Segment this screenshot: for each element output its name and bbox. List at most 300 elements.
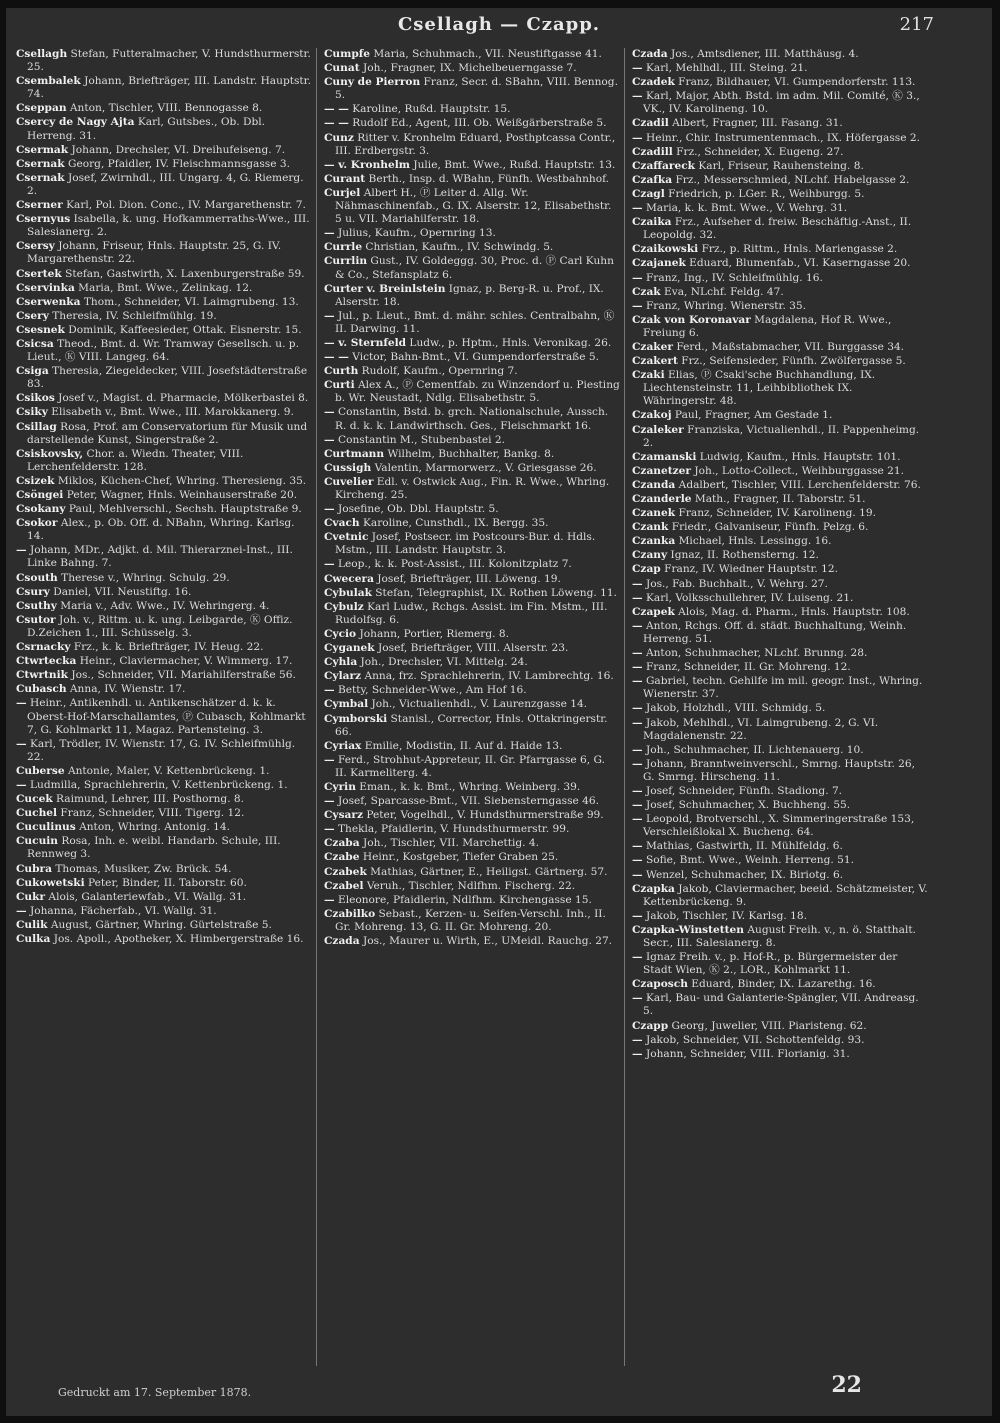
entry-surname: — xyxy=(16,778,27,791)
entry-details: Albert H., Ⓟ Leiter d. Allg. Wr. Nähmaschinenfab., G. IX. Alserstr. 12, Elisabethstr. 5 u. VII. Mariahilferstr. 18. xyxy=(335,186,612,226)
directory-entry xyxy=(324,62,620,75)
entry-surname: — xyxy=(324,558,335,571)
entry-surname: — xyxy=(324,227,335,240)
directory-entry xyxy=(632,76,928,89)
entry-details: Alois, Galanteriewfab., VI. Wallg. 31. xyxy=(45,890,247,903)
directory-entry xyxy=(16,765,312,778)
entry-details: Jakob, Tischler, IV. Karlsg. 18. xyxy=(642,909,807,922)
entry-surname: Ctwrtecka xyxy=(16,655,77,668)
entry-surname: — xyxy=(632,62,643,75)
directory-entry xyxy=(324,754,620,780)
entry-details: Franz, Schneider, IV. Karolineng. 19. xyxy=(675,507,876,520)
entry-surname: Csouth xyxy=(16,571,58,584)
directory-entry xyxy=(324,795,620,808)
directory-entry xyxy=(16,821,312,834)
directory-entry xyxy=(324,379,620,405)
entry-surname: Csernak xyxy=(16,171,65,184)
entry-details: Ignaz, II. Rothensterng. 12. xyxy=(667,549,819,562)
entry-details: Eleonore, Pfaidlerin, Ndlfhm. Kirchengasse 15. xyxy=(334,893,592,906)
entry-details: Frz., k. k. Briefträger, IV. Heug. 22. xyxy=(70,641,264,654)
entry-details: Joh., Victualienhdl., V. Laurenzgasse 14. xyxy=(368,698,588,711)
entry-surname: Csernyus xyxy=(16,213,71,226)
entry-surname: — xyxy=(632,619,643,632)
entry-details: Theresia, IV. Schleifmühlg. 19. xyxy=(48,309,217,322)
entry-surname: Csery xyxy=(16,309,49,322)
entry-surname: Cymbal xyxy=(324,698,369,711)
directory-entry xyxy=(324,851,620,864)
entry-surname: Csernak xyxy=(16,157,65,170)
entry-surname: Czaker xyxy=(632,340,673,353)
directory-entry xyxy=(324,573,620,586)
entry-surname: Curti xyxy=(324,379,355,392)
entry-details: Maria, Bmt. Wwe., Zelinkag. 12. xyxy=(74,281,253,294)
entry-surname: Culka xyxy=(16,933,51,945)
directory-entry xyxy=(632,465,928,478)
entry-details: Ludw., p. Hptm., Hnls. Veronikag. 26. xyxy=(406,336,612,349)
entry-details: Karl, Gutsbes., Ob. Dbl. Herreng. 31. xyxy=(27,116,266,142)
entry-surname: Curant xyxy=(324,172,366,185)
entry-surname: — xyxy=(632,1033,643,1046)
entry-surname: Czada xyxy=(632,48,668,60)
entry-surname: Cserner xyxy=(16,199,63,212)
entry-surname: — xyxy=(632,799,643,812)
directory-entry xyxy=(324,713,620,739)
directory-entry xyxy=(16,572,312,585)
entry-surname: Csizek xyxy=(16,474,55,487)
entry-surname: — v. Kronhelm xyxy=(324,158,410,171)
directory-entry xyxy=(324,117,620,130)
entry-details: Johann, MDr., Adjkt. d. Mil. Thierarznei-Inst., III. Linke Bahng. 7. xyxy=(26,544,293,570)
entry-surname: — xyxy=(632,702,643,715)
entry-surname: — xyxy=(16,544,27,557)
directory-entry xyxy=(324,241,620,254)
running-title: Csellagh — Czapp. xyxy=(397,14,601,35)
directory-entry xyxy=(632,286,928,299)
directory-entry xyxy=(632,451,928,464)
entry-surname: Csiky xyxy=(16,406,48,419)
entry-surname: Csokor xyxy=(16,517,58,530)
directory-entry xyxy=(16,697,312,736)
entry-surname: Csiga xyxy=(16,365,49,378)
directory-entry xyxy=(16,75,312,101)
directory-entry xyxy=(632,578,928,591)
entry-surname: Csesnek xyxy=(16,323,65,336)
entry-details: Josef, Briefträger, VIII. Alserstr. 23. xyxy=(374,642,569,655)
entry-details: Josef, Postsecr. im Postcours-Bur. d. Hdls. Mstm., III. Landstr. Hauptstr. 3. xyxy=(335,531,596,557)
entry-surname: Curjel xyxy=(324,186,361,199)
entry-details: Karl Ludw., Rchgs. Assist. im Fin. Mstm., III. Rudolfsg. 6. xyxy=(335,600,608,626)
directory-entry xyxy=(16,641,312,654)
entry-details: Magdalena, Hof R. Wwe., Freiung 6. xyxy=(643,313,892,339)
entry-details: Georg, Juwelier, VIII. Piaristeng. 62. xyxy=(668,1019,867,1032)
entry-surname: — xyxy=(632,90,643,103)
entry-details: Theod., Bmt. d. Wr. Tramway Gesellsch. u. p. Lieut., Ⓚ VIII. Langeg. 64. xyxy=(27,337,299,364)
directory-entry xyxy=(324,159,620,172)
entry-details: Julie, Bmt. Wwe., Rußd. Hauptstr. 13. xyxy=(409,158,616,171)
entry-surname: Cserwenka xyxy=(16,295,81,308)
directory-entry xyxy=(632,951,928,977)
entry-surname: — xyxy=(632,131,643,144)
entry-surname: Csuthy xyxy=(16,599,57,612)
entry-details: Jos., Schneider, VII. Mariahilferstraße 56. xyxy=(68,669,296,682)
directory-columns xyxy=(6,48,992,1366)
directory-entry xyxy=(16,891,312,904)
entry-details: Gabriel, techn. Gehilfe im mil. geogr. Inst., Whring. Wienerstr. 37. xyxy=(642,675,923,701)
entry-details: Eduard, Binder, IX. Lazarethg. 16. xyxy=(687,978,876,991)
entry-surname: Cukowetski xyxy=(16,876,85,889)
directory-entry xyxy=(632,813,928,839)
entry-surname: — xyxy=(324,406,335,419)
entry-surname: — xyxy=(632,743,643,756)
directory-entry xyxy=(324,628,620,641)
entry-details: Franz, IV. Wiedner Hauptstr. 12. xyxy=(660,563,838,576)
entry-details: Maria, Schuhmach., VII. Neustiftgasse 41. xyxy=(370,48,602,60)
entry-details: Frz., p. Rittm., Hnls. Mariengasse 2. xyxy=(698,243,898,256)
entry-details: Ferd., Maßstabmacher, VII. Burggasse 34. xyxy=(672,340,905,353)
entry-surname: Csury xyxy=(16,585,50,598)
directory-entry xyxy=(16,310,312,323)
directory-entry xyxy=(324,781,620,794)
entry-details: Johann, Drechsler, VI. Dreihufeiseng. 7. xyxy=(68,143,286,156)
directory-entry xyxy=(632,424,928,450)
entry-details: Miklos, Küchen-Chef, Whring. Theresieng. 35. xyxy=(54,474,307,487)
directory-entry xyxy=(16,919,312,932)
directory-entry xyxy=(632,243,928,256)
entry-details: Joh., Fragner, IX. Michelbeuerngasse 7. xyxy=(359,62,577,75)
directory-entry xyxy=(16,392,312,405)
directory-entry xyxy=(324,908,620,934)
column-1 xyxy=(12,48,317,1366)
entry-details: Chor. a. Wiedn. Theater, VIII. Lerchenfelderstr. 128. xyxy=(27,447,244,473)
entry-details: Antonie, Maler, V. Kettenbrückeng. 1. xyxy=(64,764,270,777)
entry-details: Jos. Apoll., Apotheker, X. Himbergerstraße 16. xyxy=(50,933,304,945)
entry-details: Elisabeth v., Bmt. Wwe., III. Marokkanerg. 9. xyxy=(47,406,294,419)
entry-surname: Csermak xyxy=(16,143,69,156)
entry-details: Karl, Bau- und Galanterie-Spängler, VII. Andreasg. 5. xyxy=(642,992,919,1018)
entry-surname: — xyxy=(632,909,643,922)
entry-details: Peter, Wagner, Hnls. Weinhauserstraße 20. xyxy=(63,489,298,501)
entry-details: Paul, Mehlverschl., Sechsh. Hauptstraße 9. xyxy=(65,503,302,516)
entry-details: Josefine, Ob. Dbl. Hauptstr. 5. xyxy=(334,503,499,516)
directory-entry xyxy=(324,227,620,240)
entry-surname: Czank xyxy=(632,521,669,534)
entry-details: Emilie, Modistin, II. Auf d. Haide 13. xyxy=(361,739,563,752)
entry-details: Elias, Ⓟ Csaki'sche Buchhandlung, IX. Liechtensteinstr. 11, Leihbibliothek IX. Währingerstr. 48. xyxy=(643,369,876,408)
directory-entry xyxy=(16,448,312,474)
directory-entry xyxy=(16,144,312,157)
entry-details: Adalbert, Tischler, VIII. Lerchenfelderstr. 76. xyxy=(675,478,921,491)
entry-details: Karoline, Cunsthdl., IX. Bergg. 35. xyxy=(359,517,549,530)
entry-details: Karl, Pol. Dion. Conc., IV. Margarethenstr. 7. xyxy=(62,199,306,212)
entry-details: Dominik, Kaffeesieder, Ottak. Eisnerstr. 15. xyxy=(64,323,302,336)
directory-entry xyxy=(16,199,312,212)
entry-surname: Cvach xyxy=(324,517,360,530)
entry-surname: Czajanek xyxy=(632,257,686,270)
directory-entry xyxy=(632,355,928,368)
entry-details: Sofie, Bmt. Wwe., Weinh. Herreng. 51. xyxy=(642,854,854,867)
entry-surname: Csokany xyxy=(16,503,66,516)
entry-details: Sebast., Kerzen- u. Seifen-Verschl. Inh., II. Gr. Mohreng. 13, G. II. Gr. Mohreng. 20. xyxy=(335,907,606,933)
entry-surname: Czak xyxy=(632,285,661,298)
directory-entry xyxy=(632,840,928,853)
entry-surname: — xyxy=(324,893,335,906)
entry-surname: Czafka xyxy=(632,173,673,186)
entry-surname: Czany xyxy=(632,549,668,562)
entry-surname: Czaposch xyxy=(632,978,688,991)
entry-surname: Czanetzer xyxy=(632,464,691,477)
entry-surname: — xyxy=(16,904,27,917)
column-2 xyxy=(320,48,625,1366)
entry-details: Joh. v., Rittm. u. k. ung. Leibgarde, Ⓚ Offiz. D.Zeichen 1., III. Schüsselg. 3. xyxy=(27,613,293,639)
entry-surname: Cunz xyxy=(324,131,354,144)
entry-surname: Czak von Koronavar xyxy=(632,313,751,326)
entry-details: Stefan, Telegraphist, IX. Rothen Löweng. 11. xyxy=(371,586,617,599)
directory-entry xyxy=(632,563,928,576)
entry-details: Peter, Binder, II. Taborstr. 60. xyxy=(84,876,247,889)
entry-details: Ferd., Strohhut-Appreteur, II. Gr. Pfarrgasse 6, G. II. Karmeliterg. 4. xyxy=(334,753,605,779)
directory-entry xyxy=(16,48,312,74)
column-3 xyxy=(628,48,932,1366)
entry-surname: Czapka xyxy=(632,882,675,895)
entry-surname: Cymborski xyxy=(324,712,388,725)
directory-entry xyxy=(632,799,928,812)
entry-details: Karl, Friseur, Rauhensteing. 8. xyxy=(694,159,864,172)
entry-surname: Czaki xyxy=(632,369,665,382)
entry-surname: Csutor xyxy=(16,613,56,626)
entry-surname: — xyxy=(16,697,27,710)
entry-surname: Csertek xyxy=(16,267,62,280)
entry-details: August Freih. v., n. ö. Statthalt. Secr., III. Salesianerg. 8. xyxy=(643,923,916,949)
page-footer xyxy=(6,1372,992,1408)
directory-entry xyxy=(324,809,620,822)
directory-entry xyxy=(16,213,312,239)
entry-surname: Cservinka xyxy=(16,281,75,294)
entry-surname: Cwecera xyxy=(324,572,374,585)
page-header xyxy=(6,14,992,44)
entry-details: Karoline, Rußd. Hauptstr. 15. xyxy=(348,103,511,116)
entry-details: Albert, Fragner, III. Fasang. 31. xyxy=(668,117,843,130)
entry-details: Jos., Maurer u. Wirth, E., UMeidl. Rauchg. 27. xyxy=(359,935,613,947)
directory-entry xyxy=(632,409,928,422)
directory-entry xyxy=(324,894,620,907)
directory-entry xyxy=(16,240,312,266)
directory-entry xyxy=(324,837,620,850)
entry-details: Betty, Schneider-Wwe., Am Hof 16. xyxy=(334,684,527,697)
entry-details: Leopold, Brotverschl., X. Simmeringerstraße 153, Verschleißlokal X. Bucheng. 64. xyxy=(642,813,915,839)
directory-entry xyxy=(324,365,620,378)
directory-entry xyxy=(324,103,620,116)
entry-details: Karl, Volksschullehrer, IV. Luiseng. 21. xyxy=(642,591,854,604)
directory-entry xyxy=(324,935,620,948)
entry-details: Heinr., Claviermacher, V. Wimmerg. 17. xyxy=(76,655,293,668)
entry-surname: Czaikowski xyxy=(632,243,699,256)
directory-entry xyxy=(632,883,928,909)
entry-surname: — xyxy=(632,675,643,688)
entry-details: Franz, Ing., IV. Schleifmühlg. 16. xyxy=(642,271,823,284)
directory-entry xyxy=(632,854,928,867)
directory-entry xyxy=(324,698,620,711)
entry-details: Frz., Schneider, X. Eugeng. 27. xyxy=(672,145,844,158)
entry-surname: Czaleker xyxy=(632,423,684,436)
entry-surname: Czadil xyxy=(632,117,669,130)
entry-details: Ritter v. Kronhelm Eduard, Posthptcassa Contr., III. Erdbergstr. 3. xyxy=(335,131,616,157)
entry-details: Anton, Whring. Antonig. 14. xyxy=(75,821,230,834)
directory-entry xyxy=(632,117,928,130)
directory-entry xyxy=(324,740,620,753)
directory-entry xyxy=(324,587,620,600)
entry-surname: Csikos xyxy=(16,392,55,405)
entry-surname: — v. Sternfeld xyxy=(324,336,407,349)
entry-details: Eman., k. k. Bmt., Whring. Weinberg. 39. xyxy=(355,780,581,793)
entry-surname: Cuny de Pierron xyxy=(324,76,421,89)
entry-surname: — xyxy=(324,433,335,446)
directory-entry xyxy=(632,744,928,757)
page-number: 217 xyxy=(899,14,934,35)
directory-entry xyxy=(632,369,928,408)
directory-entry xyxy=(324,684,620,697)
entry-details: Christian, Kaufm., IV. Schwindg. 5. xyxy=(362,241,554,254)
directory-entry xyxy=(16,905,312,918)
entry-details: Daniel, VII. Neustiftg. 16. xyxy=(49,585,192,598)
entry-surname: — xyxy=(632,647,643,660)
entry-details: Frz., Aufseher d. freiw. Beschäftig.-Anst., II. Leopoldg. 32. xyxy=(643,216,912,242)
directory-entry xyxy=(16,600,312,613)
directory-entry xyxy=(16,475,312,488)
entry-surname: — xyxy=(324,823,335,836)
entry-surname: Cybulak xyxy=(324,586,372,599)
directory-entry xyxy=(632,132,928,145)
entry-details: Math., Fragner, II. Taborstr. 51. xyxy=(691,493,866,505)
directory-entry xyxy=(632,549,928,562)
directory-entry xyxy=(632,869,928,882)
entry-details: Josef v., Magist. d. Pharmacie, Mölkerbastei 8. xyxy=(54,392,309,405)
directory-entry xyxy=(324,823,620,836)
entry-surname: Czanderle xyxy=(632,493,692,505)
directory-entry xyxy=(632,661,928,674)
directory-entry xyxy=(632,758,928,784)
entry-surname: Cyganek xyxy=(324,642,375,655)
entry-details: Franz, Schneider, VIII. Tigerg. 12. xyxy=(57,807,245,820)
directory-entry xyxy=(324,283,620,309)
entry-details: Raimund, Lehrer, III. Posthorng. 8. xyxy=(52,793,245,806)
entry-surname: Czanda xyxy=(632,478,676,491)
entry-surname: Cumpfe xyxy=(324,48,371,60)
entry-surname: Cseppan xyxy=(16,102,67,115)
entry-details: Valentin, Marmorwerz., V. Griesgasse 26. xyxy=(371,461,597,474)
directory-entry xyxy=(632,62,928,75)
entry-surname: — xyxy=(324,684,335,697)
entry-surname: Czaika xyxy=(632,216,672,229)
entry-details: Johanna, Fächerfab., VI. Wallg. 31. xyxy=(26,904,217,917)
entry-details: Michael, Hnls. Lessingg. 16. xyxy=(675,535,832,548)
entry-surname: Czapek xyxy=(632,605,675,618)
directory-entry xyxy=(632,924,928,950)
directory-entry xyxy=(324,531,620,557)
entry-details: Josef, Zwirnhdl., III. Ungarg. 4, G. Riemerg. 2. xyxy=(27,171,304,197)
entry-details: Mathias, Gastwirth, II. Mühlfeldg. 6. xyxy=(642,840,843,853)
entry-surname: Cyrin xyxy=(324,780,356,793)
directory-entry xyxy=(16,116,312,142)
directory-entry xyxy=(632,300,928,313)
entry-details: Frz., Messerschmied, NLchf. Habelgasse 2. xyxy=(672,173,910,186)
entry-details: Leop., k. k. Post-Assist., III. Kolonitzplatz 7. xyxy=(334,558,572,571)
directory-entry xyxy=(632,314,928,340)
entry-surname: — xyxy=(632,784,643,797)
entry-surname: Czanek xyxy=(632,507,676,520)
directory-entry xyxy=(632,1034,928,1047)
directory-entry xyxy=(632,493,928,506)
directory-entry xyxy=(16,544,312,570)
directory-entry xyxy=(324,462,620,475)
directory-entry xyxy=(16,365,312,391)
directory-entry xyxy=(324,866,620,879)
entry-surname: — xyxy=(16,737,27,750)
entry-surname: Curtmann xyxy=(324,447,385,460)
entry-details: Josef, Schuhmacher, X. Buchheng. 55. xyxy=(642,799,851,812)
entry-surname: Cussigh xyxy=(324,461,372,474)
entry-details: Franz, Bildhauer, VI. Gumpendorferstr. 113. xyxy=(674,76,916,89)
entry-details: Therese v., Whring. Schulg. 29. xyxy=(57,571,230,584)
entry-details: August, Gärtner, Whring. Gürtelstraße 5. xyxy=(47,918,272,931)
entry-details: Maria, k. k. Bmt. Wwe., V. Wehrg. 31. xyxy=(642,202,848,215)
entry-surname: Cucek xyxy=(16,793,53,806)
entry-surname: Cuculinus xyxy=(16,821,76,834)
entry-surname: — xyxy=(632,271,643,284)
entry-details: Josef, Schneider, Fünfh. Stadiong. 7. xyxy=(642,784,843,797)
entry-surname: Csöngei xyxy=(16,489,64,501)
entry-surname: — — xyxy=(324,117,349,130)
directory-entry xyxy=(632,341,928,354)
directory-entry xyxy=(16,338,312,364)
directory-entry xyxy=(632,48,928,61)
entry-details: Joh., Drechsler, VI. Mittelg. 24. xyxy=(357,656,528,669)
entry-details: Maria v., Adv. Wwe., IV. Wehringerg. 4. xyxy=(56,599,270,612)
entry-details: Peter, Vogelhdl., V. Hundsthurmerstraße 99. xyxy=(363,809,604,822)
directory-entry xyxy=(632,675,928,701)
entry-details: Berth., Insp. d. WBahn, Fünfh. Westbahnhof. xyxy=(365,172,610,185)
entry-surname: — xyxy=(632,854,643,867)
directory-entry xyxy=(324,503,620,516)
entry-details: Anton, Tischler, VIII. Bennogasse 8. xyxy=(66,102,263,115)
entry-details: Karl, Trödler, IV. Wienstr. 17, G. IV. Schleifmühlg. 22. xyxy=(26,737,296,763)
directory-entry xyxy=(324,48,620,61)
directory-entry xyxy=(632,702,928,715)
directory-entry xyxy=(16,669,312,682)
entry-details: Gust., IV. Goldeggg. 30, Proc. d. Ⓟ Carl Kuhn & Co., Stefansplatz 6. xyxy=(335,255,614,281)
directory-entry xyxy=(632,479,928,492)
entry-surname: Cunat xyxy=(324,62,360,75)
directory-entry xyxy=(16,406,312,419)
directory-entry xyxy=(632,160,928,173)
entry-surname: — xyxy=(632,951,643,964)
directory-entry xyxy=(16,517,312,543)
directory-entry xyxy=(16,282,312,295)
directory-entry xyxy=(324,76,620,102)
entry-details: Jul., p. Lieut., Bmt. d. mähr. schles. Centralbahn, Ⓚ II. Darwing. 11. xyxy=(334,309,615,335)
entry-surname: Czadill xyxy=(632,145,673,158)
entry-details: Heinr., Antikenhdl. u. Antikenschätzer d. k. k. Oberst-Hof-Marschallamtes, Ⓟ Cubasch, Kohlmarkt 7, G. Kohlmarkt 11, Magaz. Partensteing. 3. xyxy=(26,697,306,736)
entry-surname: Cubasch xyxy=(16,683,67,696)
entry-details: Joh., Lotto-Collect., Weihburggasse 21. xyxy=(691,464,905,477)
entry-surname: — xyxy=(324,503,335,516)
entry-details: Karl, Mehlhdl., III. Steing. 21. xyxy=(642,62,808,75)
entry-details: Johann, Friseur, Hnls. Hauptstr. 25, G. IV. Margarethenstr. 22. xyxy=(27,240,282,266)
entry-surname: Csercy de Nagy Ajta xyxy=(16,116,135,129)
directory-entry xyxy=(632,188,928,201)
entry-details: Ignaz Freih. v., p. Hof-R., p. Bürgermeister der Stadt Wien, Ⓚ 2., LOR., Kohlmarkt 11. xyxy=(642,951,898,977)
directory-entry xyxy=(16,102,312,115)
entry-details: Stanisl., Corrector, Hnls. Ottakringerstr. 66. xyxy=(335,712,608,738)
